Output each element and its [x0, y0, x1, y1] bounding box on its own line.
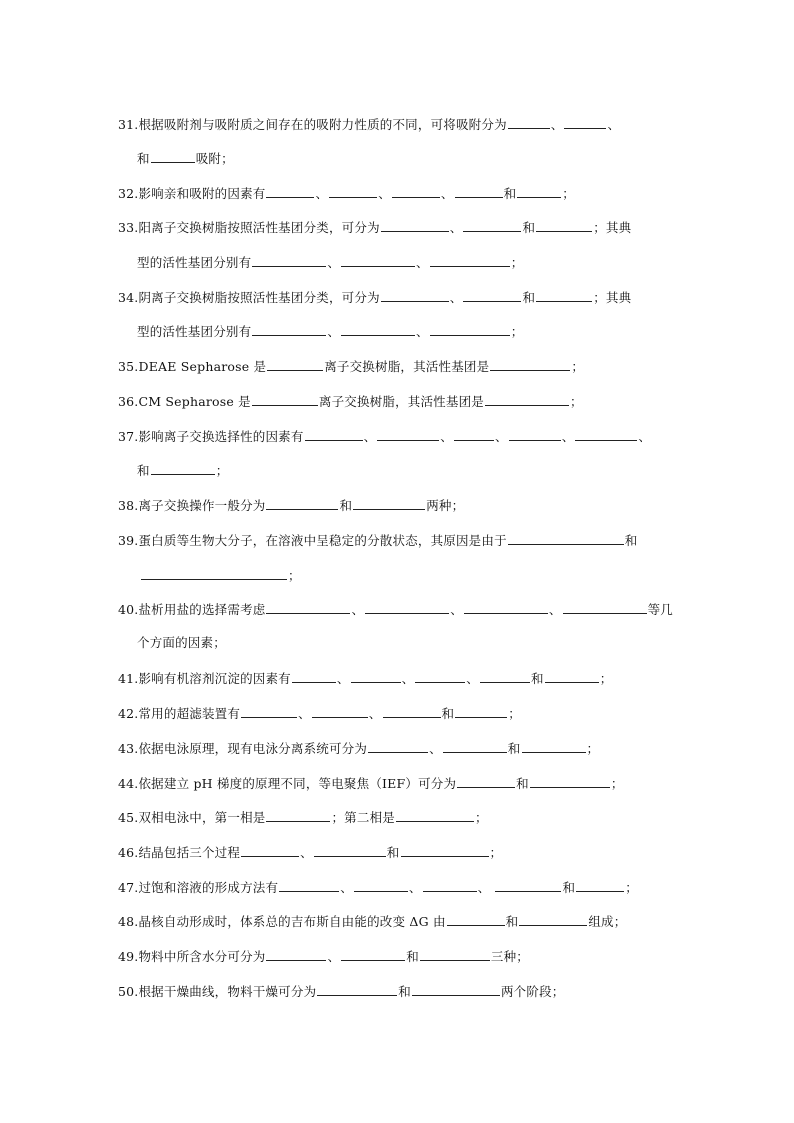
question-39-cont: ；: [140, 567, 301, 584]
blank[interactable]: [392, 185, 440, 198]
blank[interactable]: [279, 879, 339, 892]
question-48: 48.晶核自动形成时，体系总的吉布斯自由能的改变 ΔG 由 和 组成；: [118, 914, 627, 929]
blank[interactable]: [423, 879, 477, 892]
question-34-cont: 型的活性基团分别有 、 、 ；: [137, 324, 524, 339]
blank[interactable]: [536, 289, 592, 302]
question-33: 33.阳离子交换树脂按照活性基团分类，可分为 、 和 ；其典: [118, 220, 632, 235]
blank[interactable]: [455, 185, 503, 198]
blank[interactable]: [252, 254, 326, 267]
blank[interactable]: [341, 323, 415, 336]
question-37: 37.影响离子交换选择性的因素有 、 、 、 、 、: [118, 429, 652, 444]
question-46: 46.结晶包括三个过程 、 和 ；: [118, 845, 503, 860]
question-42: 42.常用的超滤装置有 、 、 和 ；: [118, 706, 521, 721]
blank[interactable]: [430, 254, 510, 267]
blank[interactable]: [457, 775, 515, 788]
question-41: 41.影响有机溶剂沉淀的因素有 、 、 、 和 ；: [118, 671, 613, 686]
blank[interactable]: [151, 462, 215, 475]
blank[interactable]: [509, 428, 561, 441]
blank[interactable]: [381, 289, 449, 302]
blank[interactable]: [341, 254, 415, 267]
blank[interactable]: [519, 913, 587, 926]
blank[interactable]: [353, 497, 425, 510]
blank[interactable]: [401, 844, 489, 857]
blank[interactable]: [430, 323, 510, 336]
blank[interactable]: [351, 670, 401, 683]
blank[interactable]: [267, 358, 323, 371]
blank[interactable]: [443, 740, 507, 753]
blank[interactable]: [317, 983, 397, 996]
blank[interactable]: [241, 705, 297, 718]
blank[interactable]: [522, 740, 586, 753]
blank[interactable]: [141, 567, 287, 580]
question-40-cont: 个方面的因素；: [137, 635, 226, 650]
blank[interactable]: [485, 393, 569, 406]
blank[interactable]: [266, 497, 338, 510]
blank[interactable]: [576, 879, 624, 892]
blank[interactable]: [312, 705, 368, 718]
blank[interactable]: [368, 740, 428, 753]
blank[interactable]: [463, 219, 521, 232]
blank[interactable]: [454, 428, 494, 441]
blank[interactable]: [266, 601, 350, 614]
blank[interactable]: [455, 705, 507, 718]
blank[interactable]: [564, 116, 606, 129]
blank[interactable]: [329, 185, 377, 198]
blank[interactable]: [464, 601, 548, 614]
question-39: 39.蛋白质等生物大分子，在溶液中呈稳定的分散状态，其原因是由于 和: [118, 533, 638, 548]
blank[interactable]: [341, 948, 405, 961]
blank[interactable]: [420, 948, 490, 961]
question-32: 32.影响亲和吸附的因素有 、 、 、 和 ；: [118, 186, 575, 201]
blank[interactable]: [415, 670, 465, 683]
blank[interactable]: [354, 879, 408, 892]
blank[interactable]: [252, 393, 318, 406]
blank[interactable]: [151, 150, 195, 163]
question-44: 44.依据建立 pH 梯度的原理不同，等电聚焦（IEF）可分为 和 ；: [118, 776, 624, 791]
blank[interactable]: [490, 358, 570, 371]
blank[interactable]: [563, 601, 647, 614]
question-37-cont: 和 ；: [137, 463, 229, 478]
question-31-cont: 和 吸附；: [137, 151, 234, 166]
blank[interactable]: [536, 219, 592, 232]
question-33-cont: 型的活性基团分别有 、 、 ；: [137, 255, 524, 270]
question-31: 31.根据吸附剂与吸附质之间存在的吸附力性质的不同，可将吸附分为 、 、: [118, 117, 621, 132]
question-45: 45.双相电泳中，第一相是 ；第二相是 ；: [118, 810, 488, 825]
blank[interactable]: [266, 809, 330, 822]
blank[interactable]: [575, 428, 637, 441]
question-40: 40.盐析用盐的选择需考虑 、 、 、 等几: [118, 602, 673, 617]
question-38: 38.离子交换操作一般分为 和 两种；: [118, 498, 465, 513]
blank[interactable]: [365, 601, 449, 614]
question-50: 50.根据干燥曲线，物料干燥可分为 和 两个阶段；: [118, 984, 565, 999]
blank[interactable]: [305, 428, 363, 441]
blank[interactable]: [463, 289, 521, 302]
blank[interactable]: [381, 219, 449, 232]
blank[interactable]: [545, 670, 599, 683]
question-47: 47.过饱和溶液的形成方法有 、 、 、 和 ；: [118, 880, 638, 895]
blank[interactable]: [241, 844, 299, 857]
blank[interactable]: [517, 185, 561, 198]
blank[interactable]: [314, 844, 386, 857]
blank[interactable]: [495, 879, 561, 892]
blank[interactable]: [377, 428, 439, 441]
blank[interactable]: [480, 670, 530, 683]
blank[interactable]: [292, 670, 336, 683]
blank[interactable]: [447, 913, 505, 926]
question-36: 36.CM Sepharose 是 离子交换树脂，其活性基团是 ；: [118, 394, 583, 409]
question-35: 35.DEAE Sepharose 是 离子交换树脂，其活性基团是 ；: [118, 359, 585, 374]
blank[interactable]: [266, 948, 326, 961]
question-43: 43.依据电泳原理，现有电泳分离系统可分为 、 和 ；: [118, 741, 600, 756]
blank[interactable]: [530, 775, 610, 788]
blank[interactable]: [412, 983, 500, 996]
question-49: 49.物料中所含水分可分为 、 和 三种；: [118, 949, 529, 964]
blank[interactable]: [508, 116, 550, 129]
blank[interactable]: [252, 323, 326, 336]
question-34: 34.阴离子交换树脂按照活性基团分类，可分为 、 和 ；其典: [118, 290, 632, 305]
blank[interactable]: [508, 532, 624, 545]
blank[interactable]: [396, 809, 474, 822]
blank[interactable]: [266, 185, 314, 198]
blank[interactable]: [383, 705, 441, 718]
